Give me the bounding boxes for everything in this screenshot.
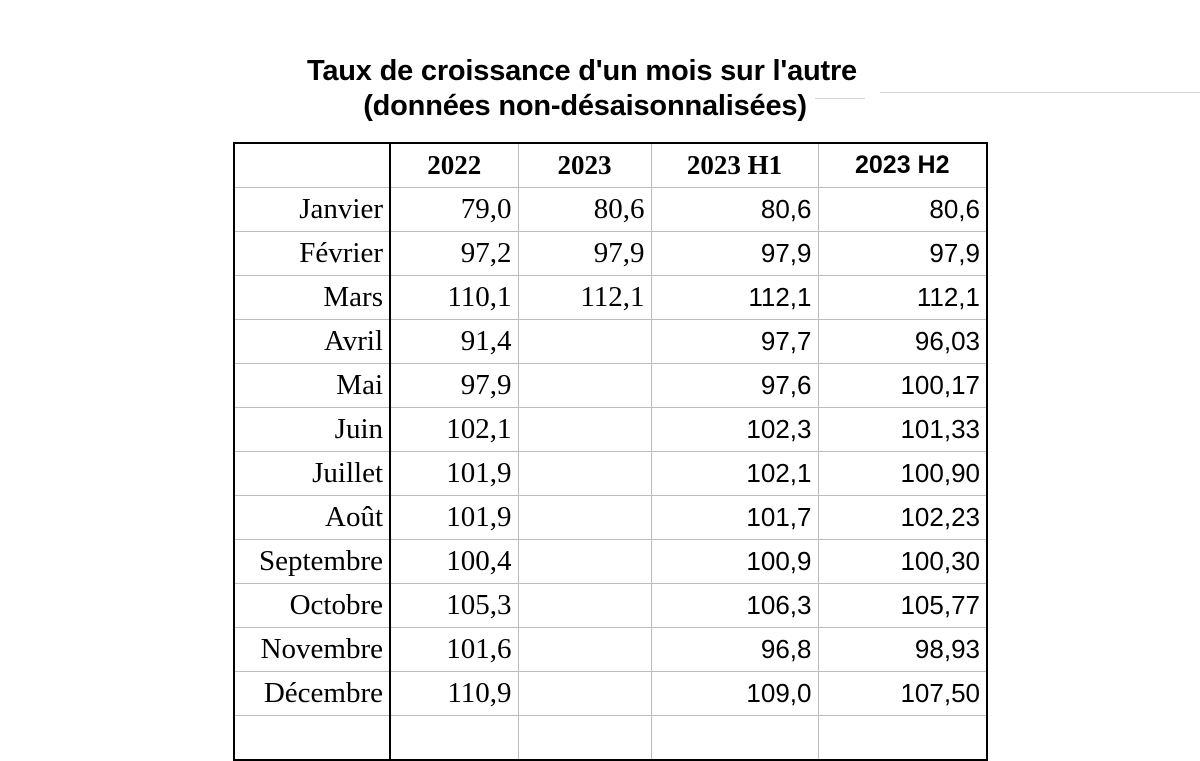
value-2023-h2-cell: 100,90: [818, 452, 987, 496]
value-2022-cell: 110,9: [390, 672, 518, 716]
value-2023-h2-cell: 107,50: [818, 672, 987, 716]
value-2022-cell: 97,2: [390, 232, 518, 276]
value-2023-h2-cell: 96,03: [818, 320, 987, 364]
value-2023-cell: [518, 452, 651, 496]
value-2023-h1-cell: 112,1: [651, 276, 818, 320]
value-2022-cell: 101,6: [390, 628, 518, 672]
value-2023-cell: [518, 364, 651, 408]
value-2023-h2-cell: 100,30: [818, 540, 987, 584]
month-cell: Août: [234, 496, 390, 540]
table-row: [234, 408, 987, 452]
value-2023-h1-cell: 96,8: [651, 628, 818, 672]
table-body: [234, 188, 987, 761]
table-row: [234, 320, 987, 364]
growth-rate-table: [233, 142, 988, 761]
table-row: [234, 452, 987, 496]
value-2023-h2-cell: 112,1: [818, 276, 987, 320]
table-title-line2: (données non-désaisonnalisées): [363, 90, 807, 122]
value-2022-cell: 110,1: [390, 276, 518, 320]
value-2023-h2-cell: 105,77: [818, 584, 987, 628]
month-cell: Novembre: [234, 628, 390, 672]
value-2023-h2-cell: 102,23: [818, 496, 987, 540]
value-2023-cell: [518, 408, 651, 452]
value-2023-cell: 112,1: [518, 276, 651, 320]
empty-cell: [818, 716, 987, 761]
month-cell: Juillet: [234, 452, 390, 496]
column-header-2023-h1: 2023 H1: [651, 143, 818, 188]
month-cell: Avril: [234, 320, 390, 364]
value-2023-h2-cell: 101,33: [818, 408, 987, 452]
divider-line-short: [815, 98, 865, 99]
column-header-2023: 2023: [518, 143, 651, 188]
month-cell: Mai: [234, 364, 390, 408]
empty-cell: [234, 716, 390, 761]
table-row: [234, 672, 987, 716]
empty-cell: [518, 716, 651, 761]
empty-row: [234, 716, 987, 761]
table-title-line1: Taux de croissance d'un mois sur l'autre: [307, 55, 857, 87]
divider-line: [880, 92, 1200, 93]
value-2023-h1-cell: 97,7: [651, 320, 818, 364]
empty-cell: [390, 716, 518, 761]
table-row: [234, 540, 987, 584]
value-2022-cell: 97,9: [390, 364, 518, 408]
value-2023-cell: [518, 628, 651, 672]
value-2023-h2-cell: 98,93: [818, 628, 987, 672]
table-row: [234, 276, 987, 320]
month-cell: Octobre: [234, 584, 390, 628]
month-cell: Janvier: [234, 188, 390, 232]
month-cell: Juin: [234, 408, 390, 452]
empty-cell: [651, 716, 818, 761]
value-2023-cell: 80,6: [518, 188, 651, 232]
month-cell: Mars: [234, 276, 390, 320]
value-2023-cell: [518, 540, 651, 584]
value-2023-h1-cell: 109,0: [651, 672, 818, 716]
value-2023-cell: [518, 672, 651, 716]
value-2023-h1-cell: 97,9: [651, 232, 818, 276]
value-2023-cell: 97,9: [518, 232, 651, 276]
value-2023-h2-cell: 80,6: [818, 188, 987, 232]
table-row: [234, 364, 987, 408]
table-row: [234, 496, 987, 540]
value-2023-h1-cell: 97,6: [651, 364, 818, 408]
value-2022-cell: 101,9: [390, 496, 518, 540]
value-2023-h1-cell: 100,9: [651, 540, 818, 584]
month-cell: Septembre: [234, 540, 390, 584]
value-2022-cell: 102,1: [390, 408, 518, 452]
value-2023-cell: [518, 584, 651, 628]
value-2022-cell: 101,9: [390, 452, 518, 496]
value-2023-cell: [518, 320, 651, 364]
value-2023-h1-cell: 101,7: [651, 496, 818, 540]
column-header-2022: 2022: [390, 143, 518, 188]
table-row: [234, 188, 987, 232]
value-2023-h2-cell: 100,17: [818, 364, 987, 408]
value-2022-cell: 79,0: [390, 188, 518, 232]
value-2023-h2-cell: 97,9: [818, 232, 987, 276]
table-row: [234, 584, 987, 628]
month-cell: Février: [234, 232, 390, 276]
month-cell: Décembre: [234, 672, 390, 716]
value-2023-h1-cell: 102,1: [651, 452, 818, 496]
value-2023-h1-cell: 106,3: [651, 584, 818, 628]
value-2022-cell: 100,4: [390, 540, 518, 584]
column-header-2023-h2: 2023 H2: [818, 143, 987, 188]
header-row: [234, 143, 987, 188]
value-2022-cell: 91,4: [390, 320, 518, 364]
value-2022-cell: 105,3: [390, 584, 518, 628]
value-2023-h1-cell: 102,3: [651, 408, 818, 452]
table-row: [234, 628, 987, 672]
header-corner-cell: [234, 143, 390, 188]
value-2023-h1-cell: 80,6: [651, 188, 818, 232]
table-row: [234, 232, 987, 276]
value-2023-cell: [518, 496, 651, 540]
